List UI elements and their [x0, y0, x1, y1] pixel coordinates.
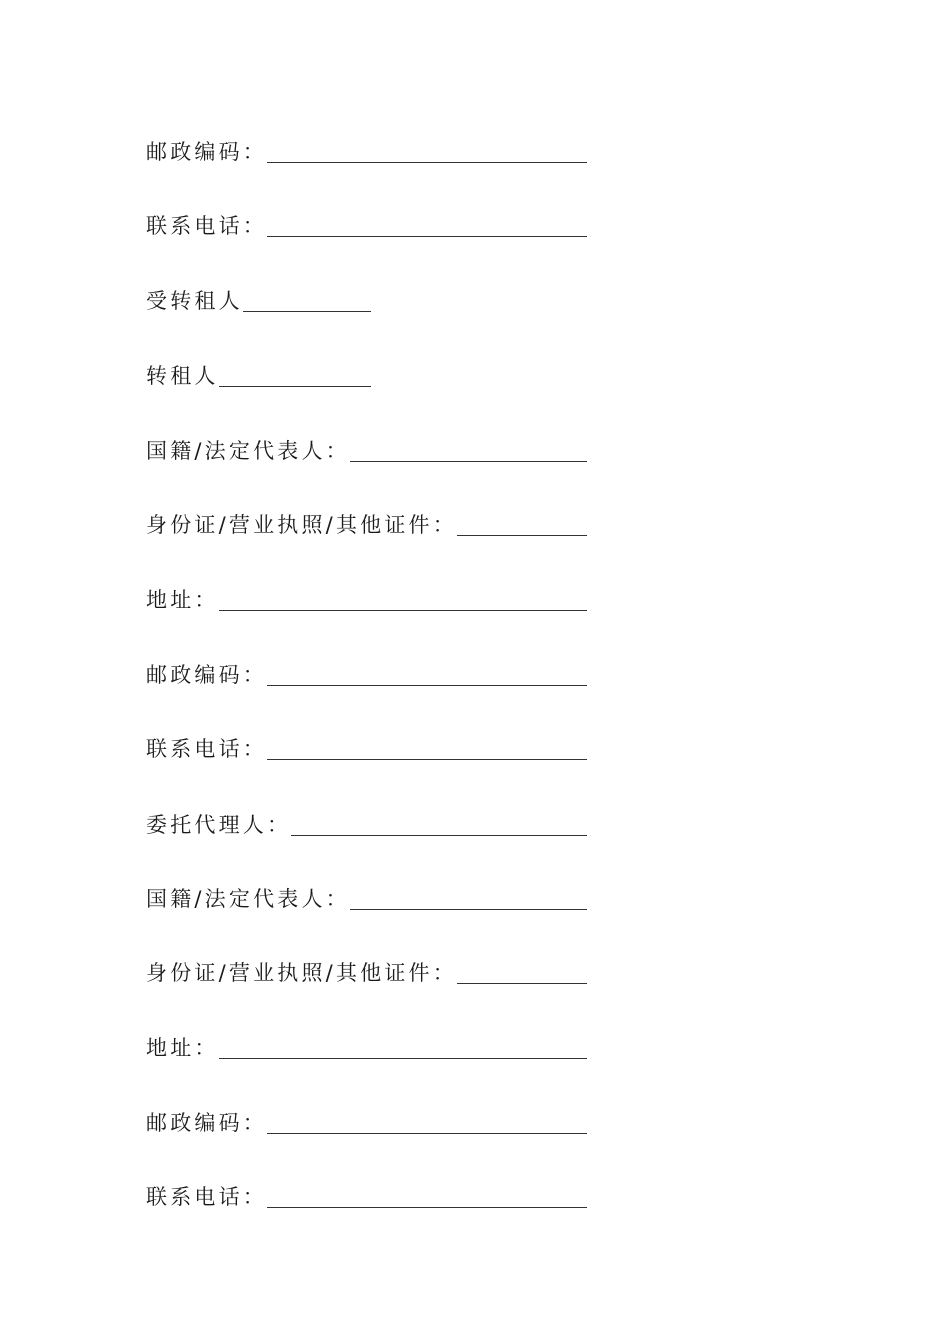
postal-code-label: 邮政编码：	[146, 140, 267, 164]
phone-label: 联系电话：	[146, 737, 267, 761]
agent-blank[interactable]	[291, 813, 587, 836]
id-document-blank[interactable]	[457, 961, 587, 984]
phone-row-1	[146, 200, 587, 240]
postal-code-label: 邮政编码：	[146, 663, 267, 687]
agent-label: 委托代理人：	[146, 813, 292, 837]
phone-label: 联系电话：	[146, 1185, 267, 1209]
nationality-label: 国籍/法定代表人：	[146, 887, 350, 911]
postal-code-label: 邮政编码：	[146, 1111, 267, 1135]
id-document-blank[interactable]	[457, 513, 587, 536]
id-document-row-1	[146, 499, 587, 539]
id-document-label: 身份证/营业执照/其他证件：	[146, 961, 457, 985]
sublessee-label: 受转租人	[146, 289, 243, 313]
address-row-1	[146, 574, 587, 614]
postal-code-row-1	[146, 126, 587, 166]
sublessor-row	[146, 350, 371, 390]
postal-code-blank[interactable]	[267, 663, 587, 686]
phone-blank[interactable]	[267, 214, 587, 237]
nationality-blank[interactable]	[350, 439, 587, 462]
nationality-row-2	[146, 873, 587, 913]
sublessor-blank[interactable]	[219, 364, 371, 387]
phone-label: 联系电话：	[146, 214, 267, 238]
postal-code-row-3	[146, 1097, 587, 1137]
postal-code-row-2	[146, 649, 587, 689]
address-label: 地址：	[146, 588, 219, 612]
postal-code-blank[interactable]	[267, 140, 587, 163]
address-label: 地址：	[146, 1036, 219, 1060]
phone-row-2	[146, 723, 587, 763]
phone-row-3	[146, 1171, 587, 1211]
nationality-label: 国籍/法定代表人：	[146, 439, 350, 463]
sublessee-blank[interactable]	[243, 289, 371, 312]
phone-blank[interactable]	[267, 737, 587, 760]
address-blank[interactable]	[219, 1036, 587, 1059]
nationality-row-1	[146, 425, 587, 465]
address-blank[interactable]	[219, 588, 587, 611]
sublessor-label: 转租人	[146, 364, 219, 388]
agent-row	[146, 799, 587, 839]
phone-blank[interactable]	[267, 1185, 587, 1208]
nationality-blank[interactable]	[350, 887, 587, 910]
id-document-label: 身份证/营业执照/其他证件：	[146, 513, 457, 537]
address-row-2	[146, 1022, 587, 1062]
postal-code-blank[interactable]	[267, 1111, 587, 1134]
sublessee-row	[146, 275, 371, 315]
id-document-row-2	[146, 947, 587, 987]
